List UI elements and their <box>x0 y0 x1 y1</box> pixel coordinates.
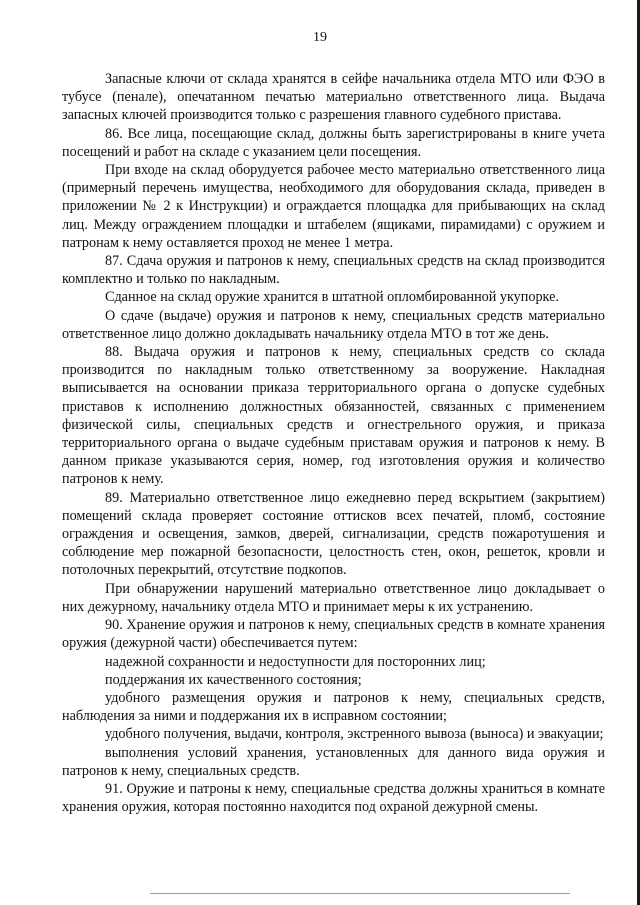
paragraph-87: 87. Сдача оружия и патронов к нему, специальных средств на склад производится комплектно и только по накладным. <box>62 253 605 288</box>
document-body <box>62 70 605 816</box>
list-item-placement: удобного размещения оружия и патронов к нему, специальных средств, наблюдения за ними и поддержания их в исправном состоянии; <box>62 689 605 725</box>
paragraph-91: 91. Оружие и патроны к нему, специальные средства должны храниться в комнате хранения оружия, которая постоянно находится под охраной дежурной смены. <box>62 780 605 816</box>
paragraph-89-violations: При обнаружении нарушений материально ответственное лицо докладывает о них дежурному, начальнику отдела МТО и принимает меры к их устранению. <box>62 580 605 615</box>
list-item-issuance: удобного получения, выдачи, контроля, экстренного вывоза (выноса) и эвакуации; <box>105 726 604 743</box>
scan-bottom-line <box>150 893 570 894</box>
list-item-safety: надежной сохранности и недоступности для посторонних лиц; <box>105 653 486 670</box>
paragraph-90: 90. Хранение оружия и патронов к нему, специальных средств в комнате хранения оружия (дежурной части) обеспечивается путем: <box>62 617 605 652</box>
paragraph-87-report: О сдаче (выдаче) оружия и патронов к нему, специальных средств материально ответственное лицо должно докладывать начальнику отдела МТО в тот же день. <box>62 307 605 342</box>
paragraph-87-storage: Сданное на склад оружие хранится в штатной опломбированной укупорке. <box>105 289 559 306</box>
list-item-conditions: выполнения условий хранения, установленных для данного вида оружия и патронов к нему, специальных средств. <box>62 744 605 779</box>
paragraph-spare-keys: Запасные ключи от склада хранятся в сейфе начальника отдела МТО или ФЭО в тубусе (пенале), опечатанном печатью материально ответственного лица. Выдача запасных ключей производится только с разрешения главного судебного пристава. <box>62 71 605 124</box>
paragraph-89: 89. Материально ответственное лицо ежедневно перед вскрытием (закрытием) помещений склада проверяет состояние оттисков всех печатей, пломб, состояние ограждения и освещения, замков, дверей, сигнализации, средств пожаротушения и соблюдение мер пожарной безопасности, целостность стен, окон, решеток, кровли и потолочных перекрытий, отсутствие подкопов. <box>62 489 605 579</box>
paragraph-86: 86. Все лица, посещающие склад, должны быть зарегистрированы в книге учета посещений и работ на складе с указанием цели посещения. <box>62 125 605 160</box>
paragraph-88: 88. Выдача оружия и патронов к нему, специальных средств со склада производится по накладным только ответственному за вооружение. Накладная выписывается на основании приказа территориального органа о допуске судебных приставов к исполнению должностных обязанностей, связанных с применением физической силы, специальных средств и огнестрельного оружия, и приказа территориального органа о выдаче судебным приставам оружия и патронов к нему. В данном приказе указываются серия, номер, год изготовления оружия и количество патронов к нему. <box>62 344 605 488</box>
paragraph-86-workplace: При входе на склад оборудуется рабочее место материально ответственного лица (примерный перечень имущества, необходимого для оборудования склада, приведен в приложении № 2 к Инструкции) и ограждается площадка для прибывающих на склад лиц. Между ограждением площадки и штабелем (ящиками, пирамидами) с оружием и патронам к нему оставляется проход не менее 1 метра. <box>62 162 605 251</box>
list-item-quality: поддержания их качественного состояния; <box>105 671 362 688</box>
page-number: 19 <box>313 30 327 45</box>
